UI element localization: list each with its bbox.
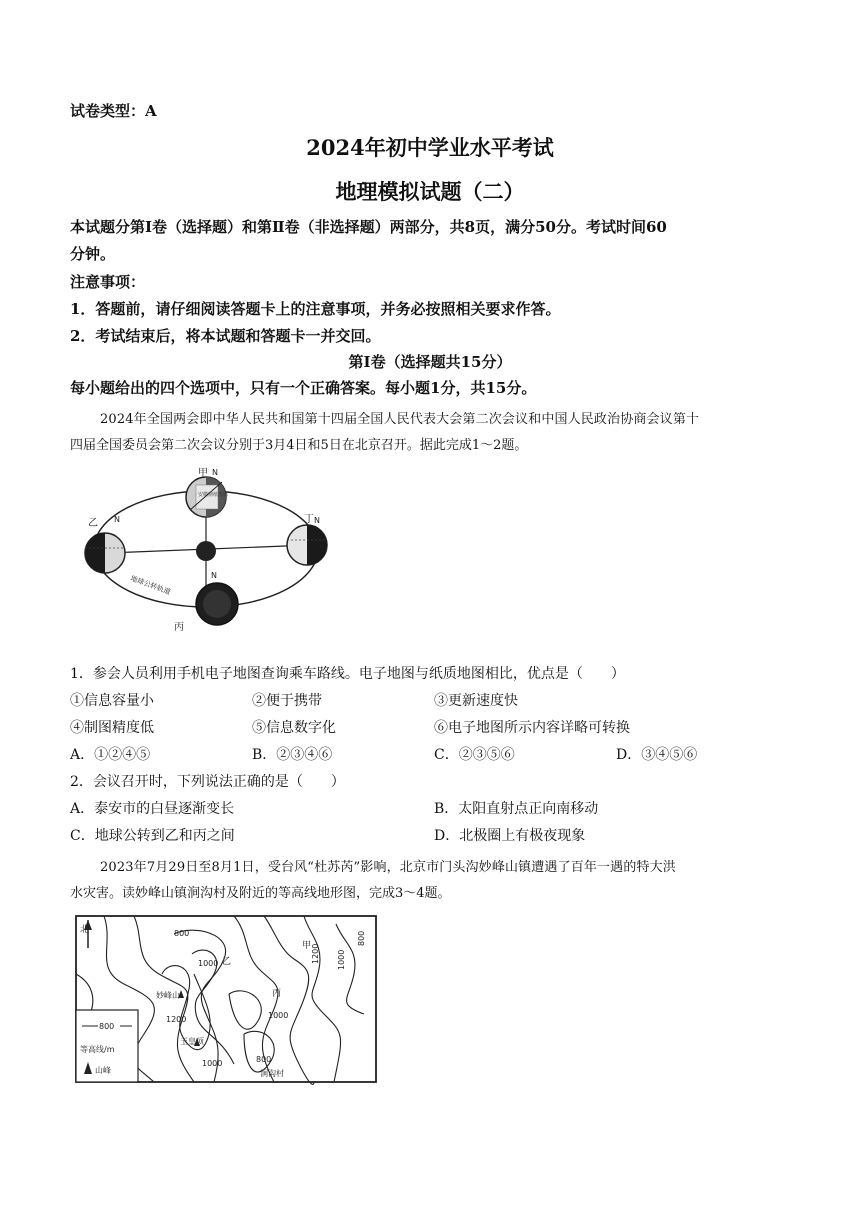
q1-statement: ④制图精度低 bbox=[70, 720, 154, 736]
q2-choice-a[interactable]: A．泰安市的白昼逐渐变长 bbox=[70, 801, 235, 817]
section-instruction: 每小题给出的四个选项中，只有一个正确答案。每小题1分，共15分。 bbox=[70, 379, 537, 397]
q2-choice-d[interactable]: D．北极圈上有极夜现象 bbox=[434, 828, 586, 844]
contour-map-figure bbox=[74, 914, 380, 1086]
q1-statement: ⑤信息数字化 bbox=[252, 720, 336, 736]
legend-unit: 等高线/m bbox=[80, 1045, 115, 1054]
contour-label: 1200 bbox=[311, 943, 320, 964]
orbit-track-label: 地球公转轨道 bbox=[129, 574, 172, 597]
q1-choice-b[interactable]: B．②③④⑥ bbox=[252, 747, 333, 763]
passage-1-line-1: 2024年全国两会即中华人民共和国第十四届全国人民代表大会第二次会议和中国人民政治协商会议第十 bbox=[100, 412, 700, 427]
question-1-stem: 1．参会人员利用手机电子地图查询乘车路线。电子地图与纸质地图相比，优点是（ ） bbox=[70, 666, 625, 682]
earth-label-ding: 丁 bbox=[304, 514, 314, 525]
q1-statement: ⑥电子地图所示内容详略可转换 bbox=[434, 720, 630, 736]
paper-type: 试卷类型：A bbox=[70, 102, 157, 120]
legend-contour-value: 800 bbox=[99, 1022, 115, 1031]
point-label-bing: 丙 bbox=[272, 989, 282, 999]
note-item: 1．答题前，请仔细阅读答题卡上的注意事项，并务必按照相关要求作答。 bbox=[70, 300, 561, 318]
earth-ding-icon bbox=[287, 525, 327, 565]
passage-1-line-2: 四届全国委员会第二次会议分别于3月4日和5日在北京召开。据此完成1～2题。 bbox=[70, 438, 528, 453]
contour-label: 1000 bbox=[202, 1059, 223, 1068]
q1-choice-a[interactable]: A．①②④⑤ bbox=[70, 747, 151, 763]
legend-peak: 山峰 bbox=[95, 1066, 111, 1075]
contour-label: 1000 bbox=[198, 959, 219, 968]
contour-label: 800 bbox=[357, 930, 366, 946]
sticker-text: 安徽鼎纸传媒 bbox=[198, 492, 229, 498]
passage-2-line-1: 2023年7月29日至8月1日，受台风“杜苏芮”影响，北京市门头沟妙峰山镇遭遇了百年一遇的特大洪 bbox=[100, 860, 676, 875]
earth-label-bing: 丙 bbox=[174, 622, 184, 633]
point-label-yi: 乙 bbox=[222, 957, 232, 967]
passage-2-line-2: 水灾害。读妙峰山镇涧沟村及附近的等高线地形图，完成3～4题。 bbox=[70, 886, 451, 901]
q1-statement: ①信息容量小 bbox=[70, 693, 154, 709]
earth-bing-icon bbox=[196, 583, 238, 625]
north-label: N bbox=[114, 515, 120, 524]
contour-label: 800 bbox=[174, 929, 190, 938]
place-label-jiangoucun: 涧沟村 bbox=[260, 1069, 284, 1078]
exam-subtitle: 地理模拟试题（二） bbox=[335, 179, 525, 204]
intro-line-2: 分钟。 bbox=[70, 245, 116, 263]
contour-label: 1000 bbox=[268, 1011, 289, 1020]
notes-heading: 注意事项： bbox=[70, 273, 146, 291]
contour-label: 800 bbox=[256, 1055, 272, 1064]
earth-yi-icon bbox=[85, 533, 125, 573]
north-label: N bbox=[212, 468, 218, 477]
q2-choice-c[interactable]: C．地球公转到乙和丙之间 bbox=[70, 828, 235, 844]
question-2-stem: 2．会议召开时，下列说法正确的是（ ） bbox=[70, 774, 345, 790]
section-heading: 第Ⅰ卷（选择题共15分） bbox=[348, 353, 512, 371]
contour-label: 1000 bbox=[337, 949, 346, 970]
earth-label-yi: 乙 bbox=[88, 518, 98, 529]
intro-line-1: 本试题分第Ⅰ卷（选择题）和第Ⅱ卷（非选择题）两部分，共8页，满分50分。考试时间60 bbox=[70, 218, 667, 236]
q2-choice-b[interactable]: B．太阳直射点正向南移动 bbox=[434, 801, 599, 817]
north-label: N bbox=[314, 516, 320, 525]
q1-statement: ③更新速度快 bbox=[434, 693, 518, 709]
place-label-miaofengshan: 妙峰山 bbox=[156, 991, 180, 1000]
sun-icon bbox=[196, 541, 216, 561]
contour-label: 1200 bbox=[166, 1015, 187, 1024]
q1-statement: ②便于携带 bbox=[252, 693, 322, 709]
place-label-yuhuangding: 玉皇顶 bbox=[180, 1037, 204, 1046]
exam-title: 2024年初中学业水平考试 bbox=[306, 135, 554, 160]
earth-label-jia: 甲 bbox=[198, 468, 208, 479]
q1-choice-c[interactable]: C．②③⑤⑥ bbox=[434, 747, 515, 763]
earth-orbit-figure bbox=[78, 460, 348, 640]
q1-choice-d[interactable]: D．③④⑤⑥ bbox=[616, 747, 698, 763]
north-label: 北 bbox=[80, 925, 90, 935]
note-item: 2．考试结束后，将本试题和答题卡一并交回。 bbox=[70, 327, 381, 345]
north-label: N bbox=[211, 571, 217, 580]
point-label-jia: 甲 bbox=[302, 941, 312, 951]
